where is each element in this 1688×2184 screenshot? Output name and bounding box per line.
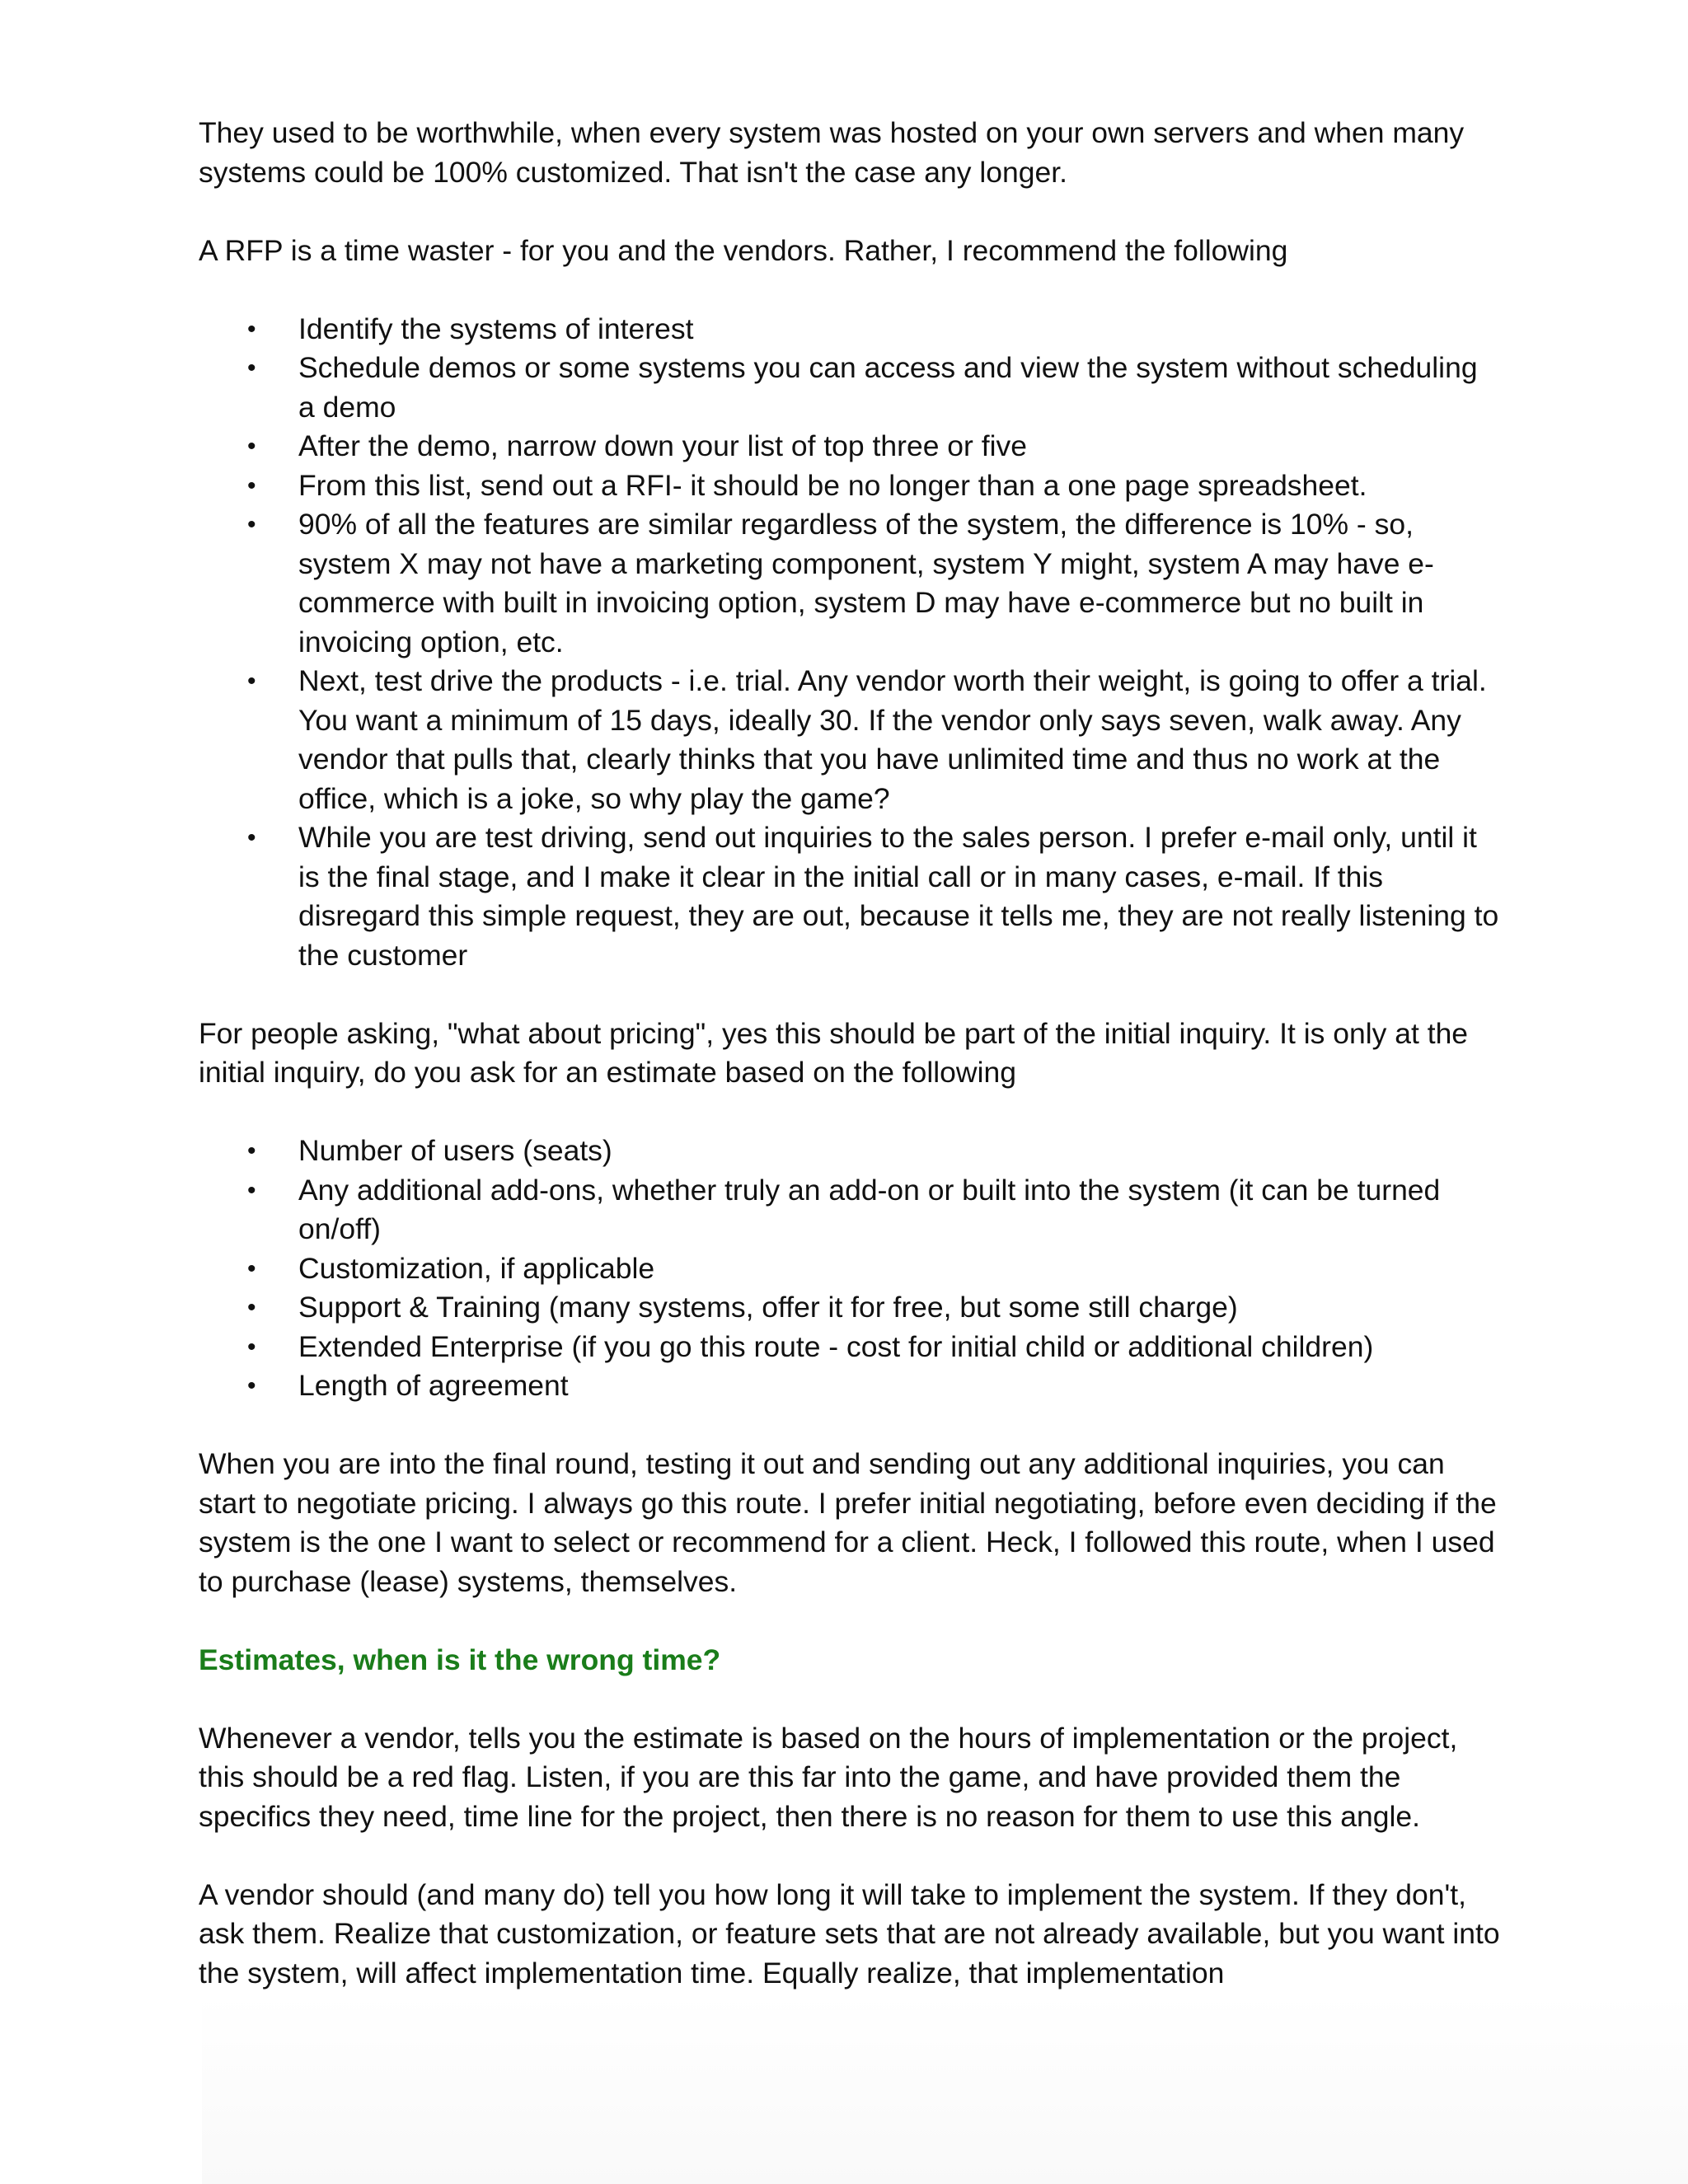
paragraph-pricing: For people asking, "what about pricing", yes this should be part of the initial inquiry. It is only at the initial inquiry, do you ask for an estimate based on the following: [199, 1016, 1469, 1089]
list-item-text: Customization, if applicable: [298, 1251, 655, 1285]
bullet-icon: •: [247, 511, 256, 538]
list-item-text: After the demo, narrow down your list of top three or five: [298, 429, 1027, 462]
bullet-icon: •: [247, 354, 256, 382]
bullet-icon: •: [247, 315, 256, 343]
list-item-text: Extended Enterprise (if you go this route - cost for initial child or additional children): [298, 1329, 1374, 1363]
paragraph-negotiation: When you are into the final round, testing it out and sending out any additional inquiries, you can start to negotiate pricing. I always go this route. I prefer initial negotiating, before even deciding if the system is the one I want to select or recommend for a client. Heck, I followed this route, when I used to purchase (lease) systems, themselves.: [199, 1447, 1497, 1598]
list-item: [247, 1171, 1501, 1249]
bullet-icon: •: [247, 1333, 256, 1361]
paragraph-implementation: A vendor should (and many do) tell you how long it will take to implement the system. If they don't, ask them. Realize that customization, or feature sets that are not already available, but you want into the system, will affect implementation time. Equally realize, that implementation: [199, 1877, 1500, 1990]
paragraph-red-flag: Whenever a vendor, tells you the estimate is based on the hours of implementation or the project, this should be a red flag. Listen, if you are this far into the game, and have provided them the specifics they need, time line for the project, then there is no reason for them to use this angle.: [199, 1721, 1458, 1833]
bullet-icon: •: [247, 1254, 256, 1282]
list-item-text: Length of agreement: [298, 1369, 569, 1402]
list-item: [247, 1132, 1501, 1171]
list-item-text: Support & Training (many systems, offer it for free, but some still charge): [298, 1291, 1238, 1324]
list-item: [247, 662, 1501, 818]
recommendation-list: [199, 310, 1501, 976]
bullet-icon: •: [247, 1137, 256, 1165]
bullet-icon: •: [247, 1176, 256, 1204]
bullet-icon: •: [247, 668, 256, 695]
list-item: [247, 1366, 1501, 1406]
section-heading: Estimates, when is it the wrong time?: [199, 1643, 721, 1676]
list-item: [247, 310, 1501, 349]
paragraph-rfp: A RFP is a time waster - for you and the vendors. Rather, I recommend the following: [199, 233, 1288, 267]
bullet-icon: •: [247, 1372, 256, 1399]
list-item: [247, 505, 1501, 662]
document-body: [199, 114, 1501, 2032]
bullet-icon: •: [247, 471, 256, 499]
list-item-text: Schedule demos or some systems you can access and view the system without scheduling a demo: [298, 351, 1478, 424]
estimate-criteria-list: [199, 1132, 1501, 1406]
list-item: [247, 1288, 1501, 1328]
list-item-text: Any additional add-ons, whether truly an add-on or built into the system (it can be turned on/off): [298, 1173, 1441, 1245]
list-item-text: Identify the systems of interest: [298, 312, 694, 345]
list-item: [247, 427, 1501, 466]
list-item-text: Number of users (seats): [298, 1134, 612, 1167]
list-item: [247, 1328, 1501, 1367]
list-item: [247, 349, 1501, 427]
list-item-text: Next, test drive the products - i.e. trial. Any vendor worth their weight, is going to offer a trial. You want a minimum of 15 days, ideally 30. If the vendor only says seven, walk away. Any vendor that pulls that, clearly thinks that you have unlimited time and thus no work at the office, which is a joke, so why play the game?: [298, 664, 1487, 815]
bullet-icon: •: [247, 824, 256, 851]
list-item-text: 90% of all the features are similar regardless of the system, the difference is 10% - so, system X may not have a marketing component, system Y might, system A may have e-commerce with built in invoicing option, system D may have e-commerce but no built in invoicing option, etc.: [298, 508, 1434, 658]
bullet-icon: •: [247, 1294, 256, 1321]
list-item: [247, 466, 1501, 506]
list-item-text: From this list, send out a RFI- it should be no longer than a one page spreadsheet.: [298, 468, 1367, 502]
bullet-icon: •: [247, 433, 256, 460]
list-item: [247, 1249, 1501, 1289]
paragraph-intro: They used to be worthwhile, when every system was hosted on your own servers and when many systems could be 100% customized. That isn't the case any longer.: [199, 116, 1465, 189]
list-item-text: While you are test driving, send out inquiries to the sales person. I prefer e-mail only, until it is the final stage, and I make it clear in the initial call or in many cases, e-mail. If this disregard this simple request, they are out, because it tells me, they are not really listening to the customer: [298, 821, 1499, 972]
list-item: [247, 818, 1501, 975]
